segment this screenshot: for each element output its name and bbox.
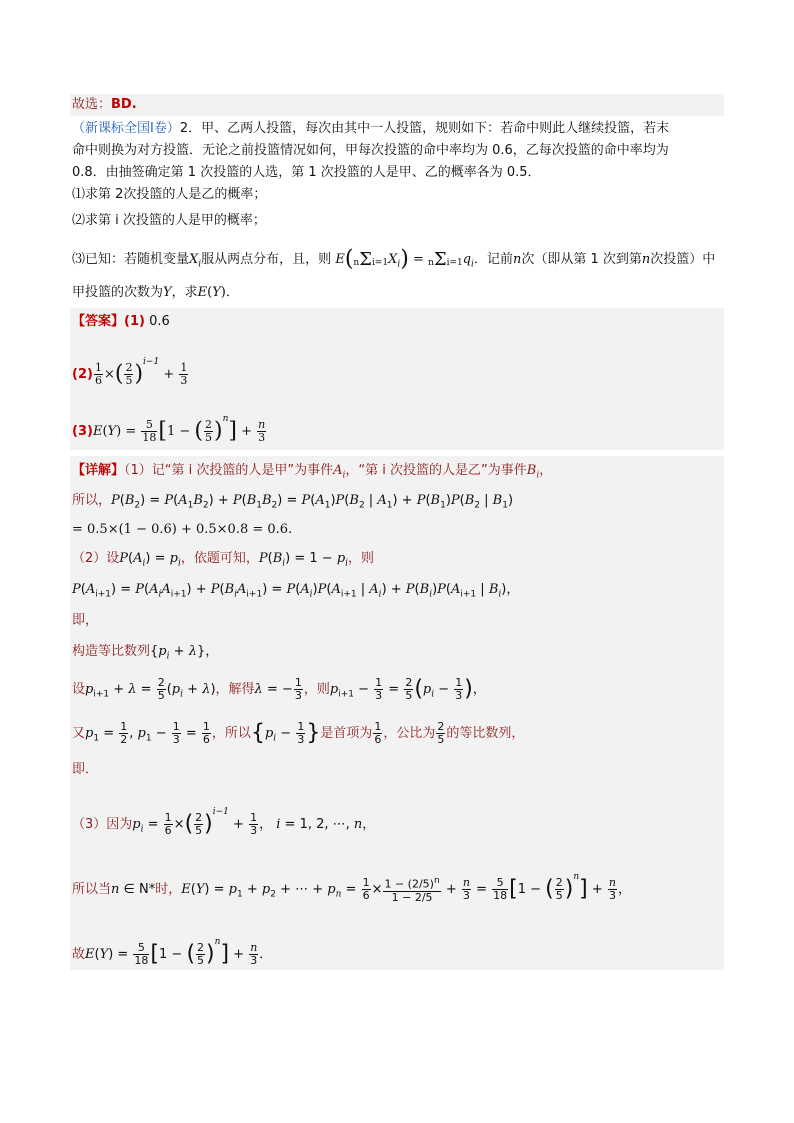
detail-line-11: （3）因为$p_i$ = $\frac{1}{6}$ ×( $\frac{2}{5}$ )$^{i-1}$ + $\frac{1}{3}$ ， i = 1, 2, ⋯, n， <box>72 807 376 837</box>
problem-text-1: 2．甲、乙两人投篮，每次由其中一人投篮，规则如下：若命中则此人继续投篮，若末 <box>179 121 670 136</box>
detail-line-8: 设$p_{i+1} + \lambda$ = $\frac{2}{5}$ $(p_i + \lambda)$，解得λ = − $\frac{1}{3}$ ，则$p_{i+1}$ − $\frac{1}{3}$ = $\frac{2}{5}$ ($p_i$ − $\frac{1}{3}$ )， <box>72 676 486 702</box>
sum-symbol-2: nΣi=1 <box>428 248 463 270</box>
question-3-line2-c: ． <box>225 285 239 300</box>
detail-text-4c: ，则 <box>348 551 375 566</box>
detail-line-7: 构造等比数列$\{p_i + \lambda\}$， <box>72 644 219 662</box>
question-2 <box>70 210 724 232</box>
question-3-line2-a: 甲投篮的次数为 <box>72 285 164 300</box>
detail-text-1c: ， <box>539 463 553 478</box>
question-3-text-d: 次（即从第 1 次到第 <box>521 252 642 267</box>
detail-text-9d: ，公比为 <box>383 726 436 741</box>
detail-text-8c: ，则 <box>303 682 330 697</box>
detail-section <box>70 456 724 970</box>
problem-text-2: 命中则换为对方投篮．无论之前投篮情况如何，甲每次投篮的命中率均为 0.6，乙每次投篮的命中率均为 <box>72 143 669 158</box>
question-3-line-1: ⑶已知：若随机变量$X_i$服从两点分布，且，则 $E(n\Sigma i=1X_i) = n\Sigma i=1q_i$．记前n次（即从第 1 次到第n次投篮）中 <box>72 246 716 272</box>
detail-text-9c: 是首项为 <box>320 726 373 741</box>
detail-text-6: 即， <box>72 613 99 628</box>
detail-line-10 <box>70 756 724 784</box>
detail-line-3 <box>70 516 724 544</box>
problem-line-3 <box>70 162 724 184</box>
question-1 <box>70 184 724 206</box>
detail-text-12b: 时， <box>155 882 182 897</box>
question-3-line2-b: ，求 <box>171 285 198 300</box>
detail-text-11a: （3）因为 <box>72 817 133 832</box>
detail-line-1: 【详解】（1）记“第 i 次投篮的人是甲”为事件$A_i$，“第 i 次投篮的人是乙”为事件$B_i$， <box>72 463 553 481</box>
question-3-text-b: 服从两点分布，且，则 <box>201 252 332 267</box>
answer-2-num: (2) <box>72 367 93 382</box>
selected-prefix: 故选： <box>72 97 112 112</box>
question-3-line-2: 甲投篮的次数为Y，求E(Y)． <box>72 285 239 300</box>
detail-text-13a: 故 <box>72 947 86 962</box>
detail-text-1a: （1）记“第 i 次投篮的人是甲”为事件 <box>124 463 334 478</box>
answer-line-2: (2) $\frac{1}{6}$ ×( $\frac{2}{5}$ )$^{i-1}$ + $\frac{1}{3}$ <box>72 357 188 387</box>
detail-text-9b: ，所以 <box>211 726 251 741</box>
detail-line-5: $P(A_{i+1}) = P(A_iA_{i+1}) + P(B_iA_{i+1}) = P(A_i)P(A_{i+1}$ | $A_i) + P(B_i)P(A_{i+1}$ | $B_i$)， <box>72 582 520 600</box>
math-xi: $X_i$ <box>189 252 202 270</box>
answer-label: 【答案】 <box>72 314 125 329</box>
math-expectation-sum: E <box>335 252 345 267</box>
detail-text-4a: （2）设 <box>72 551 120 566</box>
detail-text-12a: 所以当 <box>72 882 112 897</box>
detail-text-7a: 构造等比数列 <box>72 644 151 659</box>
detail-text-4b: ，依题可知， <box>180 551 259 566</box>
detail-line-12: 所以当n ∈ N*时，$E(Y) = p_1 + p_2$ + ⋯ + $p_n$ = $\frac{1}{6}$ × $\frac{1 - (2/5)^n}{1 - 2/5}$ + $\frac{n}{3}$ = $\frac{5}{18}$ [1 − ( $\frac{2}{5}$ )$^n$] + $\frac{n}{3}$ ， <box>72 872 632 904</box>
problem-line-1 <box>70 118 724 140</box>
answer-3-num: (3) <box>72 424 93 439</box>
answer-line-3: (3)E(Y) = $\frac{5}{18}$ [1 − ( $\frac{2}{5}$ )$^n$] + $\frac{n}{3}$ <box>72 414 266 444</box>
problem-line-2 <box>70 140 724 162</box>
question-3-text-a: ⑶已知：若随机变量 <box>72 252 190 267</box>
detail-line-6 <box>70 606 724 636</box>
answer-1-num: (1) <box>124 314 145 329</box>
question-3-text-e: 次投篮）中 <box>650 252 716 267</box>
answer-section <box>70 308 724 450</box>
detail-text-1b: ，“第 i 次投篮的人是乙”为事件 <box>345 463 527 478</box>
detail-text-10: 即． <box>72 762 99 777</box>
question-3-text-c: ．记前 <box>473 252 513 267</box>
answer-1-value: 0.6 <box>149 314 170 329</box>
selected-line <box>70 94 724 116</box>
detail-line-4: （2）设$P(A_i) = p_i$，依题可知，$P(B_i) = 1 - p_i$，则 <box>72 551 375 569</box>
document-page <box>70 94 724 970</box>
answer-line-1 <box>70 308 724 336</box>
problem-text-3: 0.8．由抽签确定第 1 次投篮的人选，第 1 次投篮的人是甲、乙的概率各为 0.5． <box>72 165 541 180</box>
detail-text-9e: 的等比数列， <box>446 726 525 741</box>
detail-text-2a: 所以， <box>72 493 112 508</box>
detail-text-8b: ，解得 <box>215 682 255 697</box>
sum-symbol: nΣi=1 <box>353 248 389 270</box>
question-1-text: ⑴求第 2次投篮的人是乙的概率； <box>72 187 267 202</box>
problem-source: （新课标全国Ⅰ卷） <box>72 121 180 136</box>
detail-label: 【详解】 <box>72 463 125 478</box>
detail-text-8a: 设 <box>72 682 86 697</box>
question-2-text: ⑵求第 i 次投篮的人是甲的概率； <box>72 213 266 228</box>
detail-text-9a: 又 <box>72 726 86 741</box>
detail-text-3: = 0.5×(1 − 0.6) + 0.5×0.8 = 0.6. <box>72 522 293 537</box>
detail-line-13: 故E(Y) = $\frac{5}{18}$ [1 − ( $\frac{2}{5}$ )$^n$] + $\frac{n}{3}$ ． <box>72 937 273 967</box>
detail-line-9: 又$p_1$ = $\frac{1}{2}$ , $p_1$ − $\frac{1}{3}$ = $\frac{1}{6}$ ，所以{$p_i$ − $\frac{1}{3}$ }是首项为 $\frac{1}{6}$ ，公比为 $\frac{2}{5}$ 的等比数列， <box>72 720 525 746</box>
detail-line-2: 所以，$P(B_2) = P(A_1B_2) + P(B_1B_2) = P(A_1)P(B_2$ | $A_1) + P(B_1)P(B_2$ | $B_1$) <box>72 493 514 511</box>
selected-answer: BD. <box>111 97 137 112</box>
